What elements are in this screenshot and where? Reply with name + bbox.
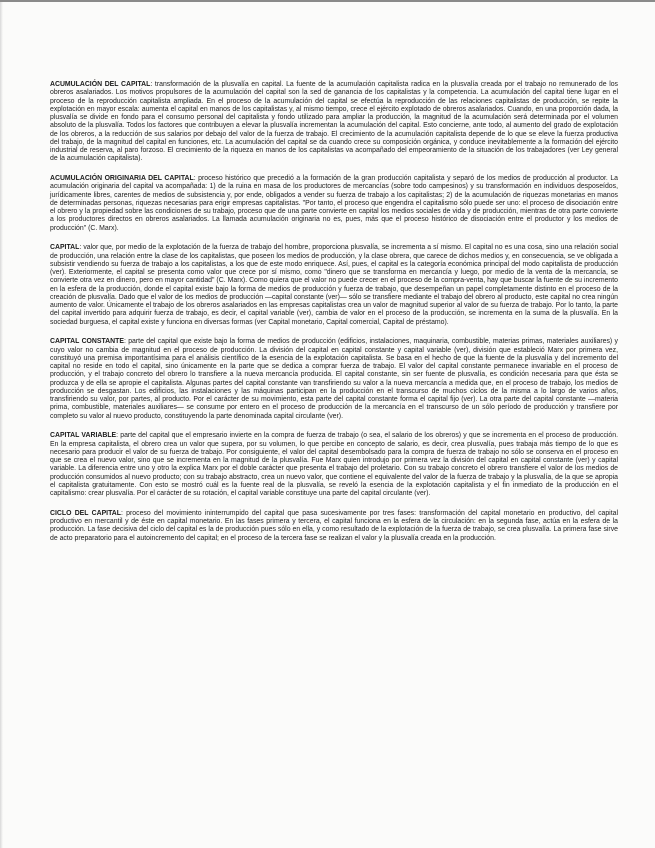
glossary-body <box>50 81 618 554</box>
entry-term: ACUMULACIÓN ORIGINARIA DEL CAPITAL <box>50 175 194 182</box>
entry-definition: : parte del capital que existe bajo la forma de medios de producción (edificios, instalaciones, maquinaria, combustible, materias primas, materiales auxiliares) y cuyo valor no cambia de magnitud en el proceso de producción. La división del capital en capital constante y capital variable (ver), división que estableció Marx por primera vez, constituyó una premisa importantísima para el análisis científico de la esencia de la explotación capitalista. Se basa en el hecho de que la fuente de la plusvalía y del incremento del capital no reside en todo el capital, sino únicamente en la parte que se dedica a comprar fuerza de trabajo. El valor del capital constante permanece invariable en el proceso de producción, y el trabajo concreto del obrero lo transfiere a la nueva mercancía producida. El capital constante, sin ser fuente de plusvalía, es condición necesaria para que ésta se produzca y de ella se apropie el capitalista. Algunas partes del capital constante van transfiriendo su valor a la nueva mercancía a medida que, en el proceso de trabajo, los medios de producción se desgastan. Los edificios, las instalaciones y las máquinas participan en la producción en el transcurso de muchos ciclos de la misma a lo largo de varios años, transfiriendo su valor, por partes, al producto. Por el carácter de su movimiento, esta parte del capital constante forma el capital fijo (ver). La otra parte del capital constante —materia prima, combustible, materiales auxiliares— se consume por entero en el proceso de producción de la mercancía en el transcurso de un sólo período de producción y transfiere por completo su valor al nuevo producto, constituyendo la parte denominada capital circulante (ver). <box>50 338 618 420</box>
glossary-entry-capital-constante <box>50 338 618 421</box>
glossary-entry-acumulacion-del-capital <box>50 81 618 164</box>
glossary-entry-acumulacion-originaria <box>50 175 618 233</box>
entry-definition: : valor que, por medio de la explotación de la fuerza de trabajo del hombre, proporciona plusvalía, se incrementa a sí mismo. El capital no es una cosa, sino una relación social de producción, una relación entre la clase de los capitalistas, que poseen los medios de producción, y la clase obrera, que carece de dichos medios y, en consecuencia, se ve obligada a subsistir vendiendo su fuerza de trabajo a los capitalistas, a los que de este modo enriquece. Así, pues, el capital es la categoría económica principal del modo capitalista de producción (ver). Exteriormente, el capital se presenta como valor que crece por sí mismo, como "dinero que se transforma en mercancía y luego, por medio de la venta de la mercancía, se convierte otra vez en dinero, pero en mayor cantidad" (C. Marx). Como quiera que el valor no puede crecer en el proceso de la compra-venta, hay que buscar la fuente de su incremento en la esfera de la producción, donde el capital existe bajo la forma de medios de producción y fuerza de trabajo, que desempeñan un papel completamente distinto en el proceso de la creación de plusvalía. Dado que el valor de los medios de producción —capital constante (ver)— sólo se transfiere mediante el trabajo del obrero al producto, este capital no crea ningún aumento de valor. Únicamente el trabajo de los obreros asalariados en las empresas capitalistas crea un valor de magnitud superior al valor de su fuerza de trabajo. Por lo tanto, la parte del capital invertido para adquirir fuerza de trabajo, es decir, el capital variable (ver), cambia de valor en el proceso de la producción, se incrementa en la suma de la plusvalía. En la sociedad burguesa, el capital existe y funciona en diversas formas (ver Capital monetario, Capital comercial, Capital de préstamo). <box>50 244 618 326</box>
glossary-entry-ciclo-del-capital <box>50 510 618 543</box>
entry-definition: : transformación de la plusvalía en capital. La fuente de la acumulación capitalista radica en la plusvalía creada por el trabajo no remunerado de los obreros asalariados. Los motivos propulsores de la acumulación del capital son la sed de ganancia de los capitalistas y la competencia. La acumulación del capital tiene lugar en el proceso de la reproducción capitalista ampliada. En el proceso de la acumulación del capital se efectúa la reproducción de las relaciones capitalistas de producción, se repite la explotación en mayor escala: aumenta el capital en manos de los capitalistas y, al mismo tiempo, crece el ejército explotado de obreros asalariados. Cuando, en una proporción dada, la plusvalía se divide en fondo para el consumo personal del capitalista y fondo utilizado para ampliar la producción, la magnitud de la acumulación será determinada por el volumen absoluto de la plusvalía. Todos los factores que contribuyen a elevar la plusvalía incrementan la acumulación del capital. Esto concierne, ante todo, al aumento del grado de explotación de los obreros, a la reducción de sus salarios por debajo del valor de la fuerza de trabajo. El crecimiento de la acumulación capitalista depende de lo que se eleve la fuerza productiva del trabajo, de la magnitud del capital en funciones, etc. La acumulación del capital se da cuando crece su composición orgánica, y conduce inevitablemente a la formación del ejército industrial de reserva, al paro forzoso. El crecimiento de la riqueza en manos de los capitalistas va acompañado del empeoramiento de la situación de los trabajadores (ver Ley general de la acumulación capitalista). <box>50 81 619 163</box>
entry-definition: : parte del capital que el empresario invierte en la compra de fuerza de trabajo (o sea, el salario de los obreros) y que se incrementa en el proceso de producción. En la empresa capitalista, el obrero crea un valor que supera, por su volumen, lo que percibe en concepto de salario, es decir, crea plusvalía, pues trabaja más tiempo de lo que es necesario para producir el valor de su fuerza de trabajo. Por consiguiente, el valor del capital desembolsado para la compra de fuerza de trabajo no sólo se conserva en el proceso en que se crea el nuevo valor, sino que se incrementa en la magnitud de la plusvalía. Fue Marx quien introdujo por primera vez la división del capital en capital constante (ver) y capital variable. La diferencia entre uno y otro la explica Marx por el doble carácter que presenta el trabajo del proletario. Con su trabajo concreto el obrero transfiere el valor de los medios de producción consumidos al nuevo producto; con su trabajo abstracto, crea un nuevo valor, que contiene el equivalente del valor de la fuerza de trabajo y la plusvalía, de la que se apropia el capitalista gratuitamente. Con esto se mostró cuál es la fuente real de la plusvalía, se reveló la esencia de la explotación capitalista y el fin inmediato de la producción en el capitalismo: crear plusvalía. Por el carácter de su rotación, el capital variable constituye una parte del capital circulante (ver). <box>50 432 619 497</box>
glossary-entry-capital <box>50 244 618 327</box>
glossary-entry-capital-variable <box>50 432 618 498</box>
entry-term: CAPITAL VARIABLE <box>50 432 117 440</box>
entry-term: CICLO DEL CAPITAL <box>50 509 121 517</box>
entry-term: CAPITAL CONSTANTE <box>50 338 124 346</box>
entry-term: ACUMULACIÓN DEL CAPITAL <box>50 81 151 88</box>
scan-edge-shadow <box>0 2 3 848</box>
entry-definition: : proceso histórico que precedió a la formación de la gran producción capitalista y separó de los medios de producción al productor. La acumulación originaria del capital va acompañada: 1) de la ruina en masa de los productores de mercancías (sobre todo campesinos) y su transformación en individuos desposeídos, jurídicamente libres, carentes de medios de subsistencia y, por ende, obligados a vender su fuerza de trabajo a los capitalistas; 2) de la acumulación de riquezas monetarias en manos de determinadas personas, riquezas necesarias para erigir empresas capitalistas. "Por tanto, el proceso que engendra el capitalismo sólo puede ser uno: el proceso de disociación entre el obrero y la propiedad sobre las condiciones de su trabajo, proceso que de una parte convierte en capital los medios sociales de vida y de producción, mientras de otra parte convierte a los productores directos en obreros asalariados. La llamada acumulación originaria no es, pues, más que el proceso histórico de disociación entre el productor y los medios de producción" (C. Marx). <box>50 175 618 232</box>
entry-term: CAPITAL <box>50 244 80 252</box>
entry-definition: : proceso del movimiento ininterrumpido del capital que pasa sucesivamente por tres fases: transformación del capital monetario en productivo, del capital productivo en mercantil y de éste en capital monetario. En las fases primera y tercera, el capital funciona en la esfera de la circulación: en la segunda fase, actúa en la esfera de la producción. La fase decisiva del ciclo del capital es la de producción pues sólo en ella, y como resultado de la explotación de la fuerza de trabajo, se crea plusvalía. La primera fase sirve de acto preparatorio para el autoincremento del capital; en el proceso de la tercera fase se realizan el valor y la plusvalía creada en la producción. <box>50 509 618 542</box>
